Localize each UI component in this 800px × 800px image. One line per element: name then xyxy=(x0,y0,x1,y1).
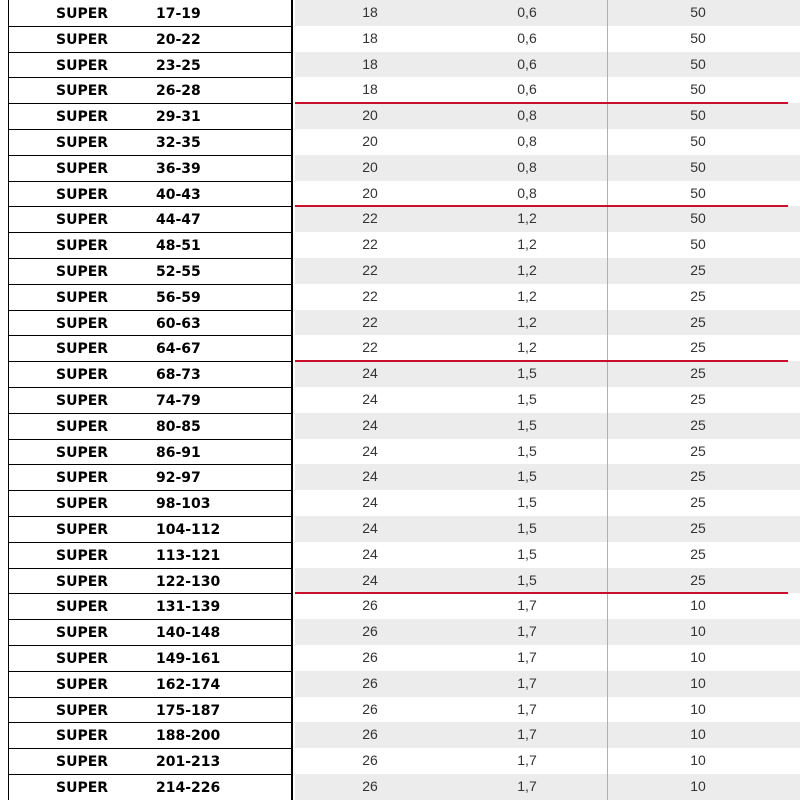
product-type: SUPER xyxy=(56,780,109,796)
value-a: 18 xyxy=(362,81,378,98)
size-range: 80-85 xyxy=(156,418,201,435)
table-row xyxy=(9,130,291,156)
size-range: 104-112 xyxy=(156,522,221,538)
value-a: 24 xyxy=(362,416,378,433)
value-b: 1,7 xyxy=(517,778,537,794)
size-range: 122-130 xyxy=(156,573,221,590)
data-row xyxy=(295,206,800,232)
product-type: SUPER xyxy=(56,702,109,719)
data-row xyxy=(295,413,800,439)
size-range: 98-103 xyxy=(156,496,211,513)
value-c: 50 xyxy=(690,4,706,20)
value-a: 18 xyxy=(362,29,378,46)
size-range: 17-19 xyxy=(156,6,201,22)
product-type: SUPER xyxy=(56,625,109,642)
value-b: 1,5 xyxy=(517,391,537,407)
value-a: 26 xyxy=(362,752,378,769)
value-a: 22 xyxy=(362,236,378,253)
group-separator-line xyxy=(295,102,788,104)
size-range: 131-139 xyxy=(156,599,221,616)
value-c: 25 xyxy=(690,494,706,511)
product-type: SUPER xyxy=(56,57,109,74)
value-b: 0,8 xyxy=(517,107,537,124)
product-type: SUPER xyxy=(56,599,109,616)
value-a: 22 xyxy=(362,210,378,227)
value-c: 10 xyxy=(690,752,706,769)
value-b: 1,5 xyxy=(517,365,537,382)
value-c: 25 xyxy=(690,339,706,356)
value-a: 24 xyxy=(362,365,378,382)
data-row xyxy=(295,335,800,361)
value-b: 1,7 xyxy=(517,726,537,743)
value-c: 10 xyxy=(690,700,706,717)
data-row xyxy=(295,464,800,490)
value-a: 18 xyxy=(362,55,378,72)
value-a: 24 xyxy=(362,442,378,459)
value-c: 10 xyxy=(690,778,706,794)
value-b: 1,7 xyxy=(517,752,537,769)
table-row xyxy=(9,414,291,440)
table-row xyxy=(9,569,291,595)
value-b: 1,2 xyxy=(517,236,537,253)
size-range: 56-59 xyxy=(156,289,201,306)
size-range: 92-97 xyxy=(156,470,201,487)
data-row xyxy=(295,0,800,26)
value-c: 50 xyxy=(690,55,706,72)
table-row xyxy=(9,723,291,749)
value-a: 26 xyxy=(362,778,378,794)
data-row xyxy=(295,155,800,181)
value-a: 26 xyxy=(362,726,378,743)
size-range: 214-226 xyxy=(156,780,221,796)
value-b: 1,2 xyxy=(517,210,537,227)
table-row xyxy=(9,27,291,53)
group-separator-line xyxy=(295,592,788,594)
product-type: SUPER xyxy=(56,315,109,332)
value-a: 18 xyxy=(362,4,378,20)
table-row xyxy=(9,440,291,466)
value-b: 1,5 xyxy=(517,571,537,588)
data-row xyxy=(295,52,800,78)
data-row xyxy=(295,593,800,619)
size-range: 40-43 xyxy=(156,186,201,203)
value-c: 50 xyxy=(690,29,706,46)
size-range: 86-91 xyxy=(156,444,201,461)
table-row xyxy=(9,207,291,233)
table-row xyxy=(9,1,291,27)
size-range: 188-200 xyxy=(156,728,221,745)
table-row xyxy=(9,182,291,208)
product-type: SUPER xyxy=(56,31,109,48)
value-c: 10 xyxy=(690,649,706,665)
value-b: 0,6 xyxy=(517,29,537,46)
data-row xyxy=(295,103,800,129)
product-type: SUPER xyxy=(56,6,109,22)
size-range: 162-174 xyxy=(156,676,221,693)
value-c: 25 xyxy=(690,468,706,485)
value-a: 24 xyxy=(362,468,378,485)
value-c: 25 xyxy=(690,442,706,459)
value-c: 25 xyxy=(690,416,706,433)
value-a: 20 xyxy=(362,158,378,175)
value-a: 24 xyxy=(362,571,378,588)
value-a: 24 xyxy=(362,520,378,536)
value-a: 26 xyxy=(362,700,378,717)
size-range: 52-55 xyxy=(156,264,201,280)
table-row xyxy=(9,672,291,698)
value-a: 22 xyxy=(362,262,378,278)
product-type: SUPER xyxy=(56,470,109,487)
value-c: 50 xyxy=(690,81,706,98)
table-row xyxy=(9,646,291,672)
data-row xyxy=(295,619,800,645)
value-a: 22 xyxy=(362,287,378,304)
data-row xyxy=(295,748,800,774)
table-row xyxy=(9,259,291,285)
product-type: SUPER xyxy=(56,341,109,358)
value-b: 1,2 xyxy=(517,339,537,356)
value-a: 20 xyxy=(362,184,378,201)
value-a: 20 xyxy=(362,107,378,124)
value-b: 1,7 xyxy=(517,623,537,640)
table-row xyxy=(9,336,291,362)
data-row xyxy=(295,645,800,671)
data-row xyxy=(295,697,800,723)
value-c: 50 xyxy=(690,184,706,201)
value-a: 26 xyxy=(362,623,378,640)
value-b: 0,8 xyxy=(517,184,537,201)
data-row xyxy=(295,671,800,697)
size-range: 149-161 xyxy=(156,651,221,667)
product-type: SUPER xyxy=(56,83,109,100)
size-range: 175-187 xyxy=(156,702,221,719)
product-type: SUPER xyxy=(56,109,109,126)
value-a: 26 xyxy=(362,674,378,691)
table-row xyxy=(9,620,291,646)
value-a: 24 xyxy=(362,391,378,407)
value-c: 50 xyxy=(690,133,706,149)
value-c: 25 xyxy=(690,287,706,304)
product-type: SUPER xyxy=(56,238,109,255)
table-row xyxy=(9,53,291,79)
product-type: SUPER xyxy=(56,186,109,203)
table-row xyxy=(9,311,291,337)
data-row xyxy=(295,439,800,465)
product-type: SUPER xyxy=(56,393,109,409)
value-b: 0,6 xyxy=(517,55,537,72)
value-b: 1,2 xyxy=(517,287,537,304)
table-row xyxy=(9,749,291,775)
value-c: 25 xyxy=(690,520,706,536)
size-range: 26-28 xyxy=(156,83,201,100)
product-type: SUPER xyxy=(56,651,109,667)
value-c: 10 xyxy=(690,726,706,743)
value-a: 22 xyxy=(362,313,378,330)
value-a: 20 xyxy=(362,133,378,149)
value-c: 25 xyxy=(690,545,706,562)
value-c: 25 xyxy=(690,313,706,330)
table-row xyxy=(9,775,291,800)
value-c: 10 xyxy=(690,623,706,640)
value-b: 0,6 xyxy=(517,4,537,20)
data-row xyxy=(295,258,800,284)
size-range: 74-79 xyxy=(156,393,201,409)
product-type: SUPER xyxy=(56,728,109,745)
value-a: 26 xyxy=(362,597,378,614)
data-row xyxy=(295,284,800,310)
data-row xyxy=(295,722,800,748)
value-b: 1,5 xyxy=(517,545,537,562)
value-a: 26 xyxy=(362,649,378,665)
product-type: SUPER xyxy=(56,676,109,693)
value-a: 24 xyxy=(362,545,378,562)
size-range: 68-73 xyxy=(156,367,201,384)
size-range: 201-213 xyxy=(156,754,221,771)
table-row xyxy=(9,233,291,259)
size-range: 20-22 xyxy=(156,31,201,48)
product-type: SUPER xyxy=(56,160,109,177)
table-row xyxy=(9,285,291,311)
data-row xyxy=(295,490,800,516)
table-row xyxy=(9,104,291,130)
value-b: 1,5 xyxy=(517,494,537,511)
size-range: 44-47 xyxy=(156,212,201,229)
value-c: 25 xyxy=(690,391,706,407)
value-c: 50 xyxy=(690,236,706,253)
product-type: SUPER xyxy=(56,135,109,151)
product-type: SUPER xyxy=(56,496,109,513)
product-type: SUPER xyxy=(56,522,109,538)
value-b: 0,6 xyxy=(517,81,537,98)
product-type: SUPER xyxy=(56,754,109,771)
value-c: 25 xyxy=(690,365,706,382)
value-b: 1,2 xyxy=(517,262,537,278)
size-range: 60-63 xyxy=(156,315,201,332)
data-row xyxy=(295,542,800,568)
product-type: SUPER xyxy=(56,212,109,229)
value-b: 1,5 xyxy=(517,520,537,536)
value-c: 25 xyxy=(690,571,706,588)
value-b: 1,7 xyxy=(517,700,537,717)
data-row xyxy=(295,387,800,413)
data-row xyxy=(295,774,800,800)
product-type: SUPER xyxy=(56,418,109,435)
table-row xyxy=(9,698,291,724)
product-type: SUPER xyxy=(56,547,109,564)
data-row xyxy=(295,361,800,387)
product-type: SUPER xyxy=(56,264,109,280)
data-row xyxy=(295,310,800,336)
size-range: 64-67 xyxy=(156,341,201,358)
value-a: 22 xyxy=(362,339,378,356)
value-b: 1,7 xyxy=(517,649,537,665)
value-a: 24 xyxy=(362,494,378,511)
table-row xyxy=(9,517,291,543)
product-type: SUPER xyxy=(56,367,109,384)
data-row xyxy=(295,181,800,207)
value-c: 10 xyxy=(690,597,706,614)
group-separator-line xyxy=(295,205,788,207)
table-row xyxy=(9,543,291,569)
value-c: 25 xyxy=(690,262,706,278)
table-row xyxy=(9,594,291,620)
table-row xyxy=(9,78,291,104)
data-row xyxy=(295,129,800,155)
value-b: 0,8 xyxy=(517,133,537,149)
table-row xyxy=(9,156,291,182)
data-row xyxy=(295,77,800,103)
value-b: 1,5 xyxy=(517,416,537,433)
data-row xyxy=(295,232,800,258)
product-type: SUPER xyxy=(56,444,109,461)
product-type: SUPER xyxy=(56,573,109,590)
column-separator xyxy=(607,0,608,800)
size-range: 29-31 xyxy=(156,109,201,126)
size-range: 140-148 xyxy=(156,625,221,642)
value-c: 10 xyxy=(690,674,706,691)
product-size-column xyxy=(8,0,293,800)
value-b: 1,2 xyxy=(517,313,537,330)
size-range: 23-25 xyxy=(156,57,201,74)
size-range: 32-35 xyxy=(156,135,201,151)
value-c: 50 xyxy=(690,107,706,124)
size-range: 36-39 xyxy=(156,160,201,177)
value-c: 50 xyxy=(690,210,706,227)
table-row xyxy=(9,388,291,414)
product-type: SUPER xyxy=(56,289,109,306)
value-b: 1,5 xyxy=(517,468,537,485)
table-row xyxy=(9,465,291,491)
data-row xyxy=(295,26,800,52)
value-b: 1,5 xyxy=(517,442,537,459)
data-row xyxy=(295,516,800,542)
table-row xyxy=(9,362,291,388)
value-b: 1,7 xyxy=(517,597,537,614)
value-c: 50 xyxy=(690,158,706,175)
product-spec-columns xyxy=(295,0,800,800)
table-row xyxy=(9,491,291,517)
size-range: 48-51 xyxy=(156,238,201,255)
data-row xyxy=(295,568,800,594)
group-separator-line xyxy=(295,360,788,362)
value-b: 0,8 xyxy=(517,158,537,175)
value-b: 1,7 xyxy=(517,674,537,691)
size-range: 113-121 xyxy=(156,547,221,564)
